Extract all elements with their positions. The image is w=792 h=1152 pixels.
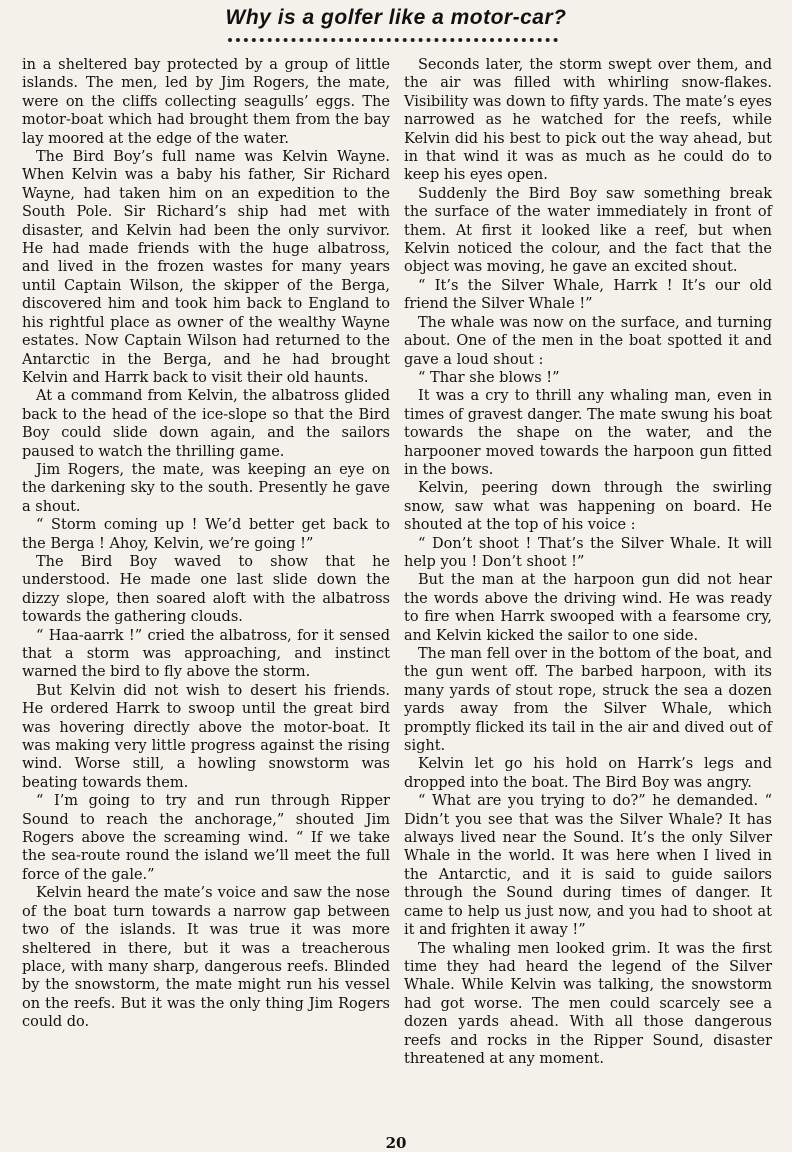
paragraph: Suddenly the Bird Boy saw something break the surface of the water immediately in front of them. At first it looked like a reef, but when Kelvin noticed the colour, and the fact that the object was moving, he gave an excited shout. [404,185,772,276]
paragraph: But the man at the harpoon gun did not hear the words above the driving wind. He was ready to fire when Harrk swooped with a fearsome cry, and Kelvin kicked the sailor to one side. [404,572,772,644]
paragraph: “ Storm coming up ! We’d better get back to the Berga ! Ahoy, Kelvin, we’re going !” [22,517,390,552]
header-title: Why is a golfer like a motor-car? [225,6,567,29]
paragraph: Jim Rogers, the mate, was keeping an eye on the darkening sky to the south. Presently he gave a shout. [22,461,390,515]
paragraph: It was a cry to thrill any whaling man, even in times of gravest danger. The mate swung his boat towards the shape on the water, and the harpooner moved towards the harpoon gun fitted in the bows. [404,388,772,478]
header-dotted-rule [228,38,558,42]
paragraph: “ What are you trying to do?” he demanded. “ Didn’t you see that was the Silver Whale? It has always lived near the Sound. It’s the only Silver Whale in the world. It was here when I lived in the Antarctic, and it is said to guide sailors through the Sound during times of danger. It came to help us just now, and you had to shoot at it and frighten it away !” [404,793,772,939]
paragraph: “ It’s the Silver Whale, Harrk ! It’s our old friend the Silver Whale !” [404,277,772,313]
paragraph: The man fell over in the bottom of the boat, and the gun went off. The barbed harpoon, with its many yards of stout rope, struck the sea a dozen yards away from the Silver Whale, which promptly flicked its tail in the air and dived out of sight. [404,646,772,755]
page-header [0,6,792,30]
right-column [404,56,772,1068]
paragraph: in a sheltered bay protected by a group of little islands. The men, led by Jim Rogers, the mate, were on the cliffs collecting seagulls’ eggs. The motor-boat which had brought them from the bay lay moored at the edge of the water. [22,57,390,147]
left-column [22,56,390,1032]
paragraph: At a command from Kelvin, the albatross glided back to the head of the ice-slope so that the Bird Boy could slide down again, and the sailors paused to watch the thrilling game. [22,388,390,460]
paragraph: Seconds later, the storm swept over them, and the air was filled with whirling snow-flakes. Visibility was down to fifty yards. The mate’s eyes narrowed as he watched for the reefs, while Kelvin did his best to pick out the way ahead, but in that wind it was as much as he could do to keep his eyes open. [404,57,772,184]
paragraph: But Kelvin did not wish to desert his friends. He ordered Harrk to swoop until the great bird was hovering directly above the motor-boat. It was making very little progress against the rising wind. Worse still, a howling snowstorm was beating towards them. [22,682,390,791]
paragraph: Kelvin let go his hold on Harrk’s legs and dropped into the boat. The Bird Boy was angry. [404,756,772,791]
paragraph: Kelvin heard the mate’s voice and saw the nose of the boat turn towards a narrow gap between two of the islands. It was true it was more sheltered in there, but it was a treacherous place, with many sharp, dangerous reefs. Blinded by the snowstorm, the mate might run his vessel on the reefs. But it was the only thing Jim Rogers could do. [22,885,390,1031]
page-number: 20 [385,1134,407,1152]
paragraph: “ Don’t shoot ! That’s the Silver Whale. It will help you ! Don’t shoot !” [404,535,772,570]
paragraph: “ I’m going to try and run through Ripper Sound to reach the anchorage,” shouted Jim Rogers above the screaming wind. “ If we take the sea-route round the island we’ll meet the full force of the gale.” [22,793,390,883]
paragraph: The whale was now on the surface, and turning about. One of the men in the boat spotted it and gave a loud shout : [404,314,772,368]
paragraph: The Bird Boy waved to show that he understood. He made one last slide down the dizzy slope, then soared aloft with the albatross towards the gathering clouds. [22,553,390,626]
paragraph: “ Thar she blows !” [418,369,560,386]
paragraph: The whaling men looked grim. It was the first time they had heard the legend of the Silver Whale. While Kelvin was talking, the snowstorm had got worse. The men could scarcely see a dozen yards ahead. With all those dangerous reefs and rocks in the Ripper Sound, disaster threatened at any moment. [404,940,772,1067]
paragraph: “ Haa-aarrk !” cried the albatross, for it sensed that a storm was approaching, and instinct warned the bird to fly above the storm. [22,627,390,681]
paragraph: The Bird Boy’s full name was Kelvin Wayne. When Kelvin was a baby his father, Sir Richard Wayne, had taken him on an expedition to the South Pole. Sir Richard’s ship had met with disaster, and Kelvin had been the only survivor. He had made friends with the huge albatross, and lived in the frozen wastes for many years until Captain Wilson, the skipper of the Berga, discovered him and took him back to England to his rightful place as owner of the wealthy Wayne estates. Now Captain Wilson had returned to the Antarctic in the Berga, and he had brought Kelvin and Harrk back to visit their old haunts. [22,149,390,386]
paragraph: Kelvin, peering down through the swirling snow, saw what was happening on board. He shouted at the top of his voice : [404,480,772,534]
